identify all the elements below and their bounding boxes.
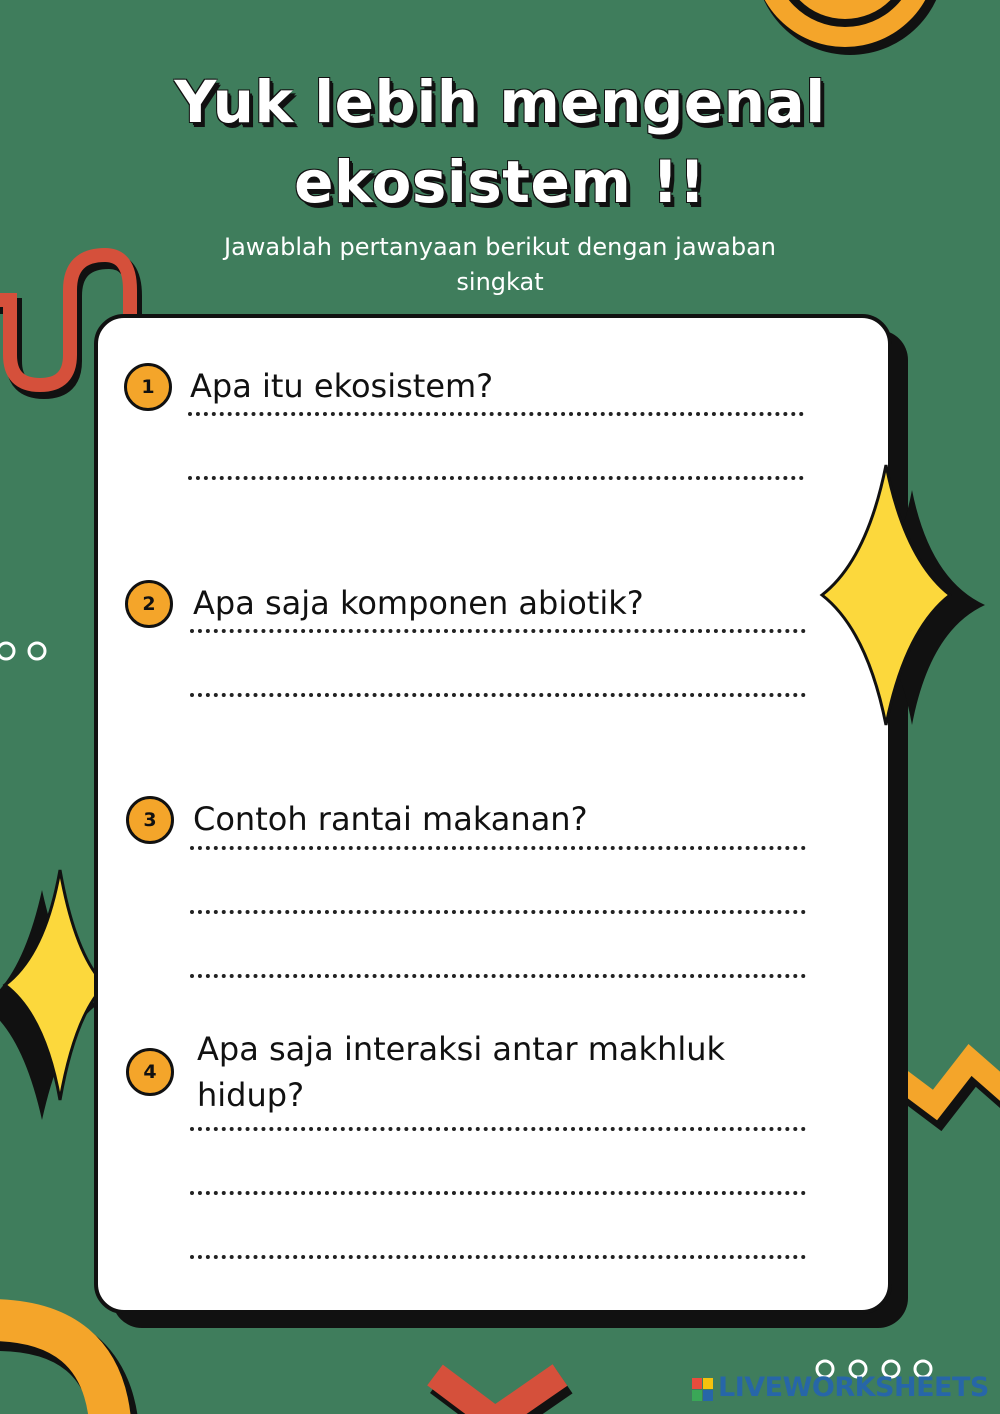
question-number-badge: 1 xyxy=(124,363,172,411)
title-line-2: ekosistem !! xyxy=(294,148,706,216)
answer-line[interactable] xyxy=(190,910,806,914)
answer-line[interactable] xyxy=(190,846,806,850)
orange-zigzag-right xyxy=(895,1060,1000,1113)
instructions xyxy=(200,230,800,300)
instructions-line-1: Jawablah pertanyaan berikut dengan jawaban xyxy=(223,233,777,261)
question-text-line-2: hidup? xyxy=(197,1076,305,1114)
question-text-line-1: Apa saja interaksi antar makhluk xyxy=(197,1030,726,1068)
question-text: Contoh rantai makanan? xyxy=(193,800,588,838)
answer-line[interactable] xyxy=(188,412,804,416)
question-number-badge: 3 xyxy=(126,796,174,844)
answer-line[interactable] xyxy=(190,1127,806,1131)
answer-line[interactable] xyxy=(190,1255,806,1259)
question-number-badge: 2 xyxy=(125,580,173,628)
answer-line[interactable] xyxy=(190,629,806,633)
red-chevron-bottom xyxy=(435,1375,564,1414)
yellow-star-left xyxy=(0,870,105,1120)
liveworksheets-logo-icon xyxy=(692,1378,714,1402)
liveworksheets-watermark: LIVEWORKSHEETS xyxy=(718,1372,989,1403)
answer-line[interactable] xyxy=(190,974,806,978)
question-text: Apa itu ekosistem? xyxy=(190,367,494,405)
instructions-line-2: singkat xyxy=(456,268,544,296)
page-title xyxy=(0,62,1000,222)
answer-line[interactable] xyxy=(188,476,804,480)
answer-line[interactable] xyxy=(190,693,806,697)
question-text: Apa saja komponen abiotik? xyxy=(193,584,644,622)
orange-arc-bottom-left xyxy=(0,1320,116,1414)
answer-line[interactable] xyxy=(190,1191,806,1195)
title-line-1: Yuk lebih mengenal xyxy=(174,68,826,136)
small-circles-left xyxy=(0,643,45,659)
orange-arcs-top-right xyxy=(753,0,945,55)
question-number-badge: 4 xyxy=(126,1048,174,1096)
